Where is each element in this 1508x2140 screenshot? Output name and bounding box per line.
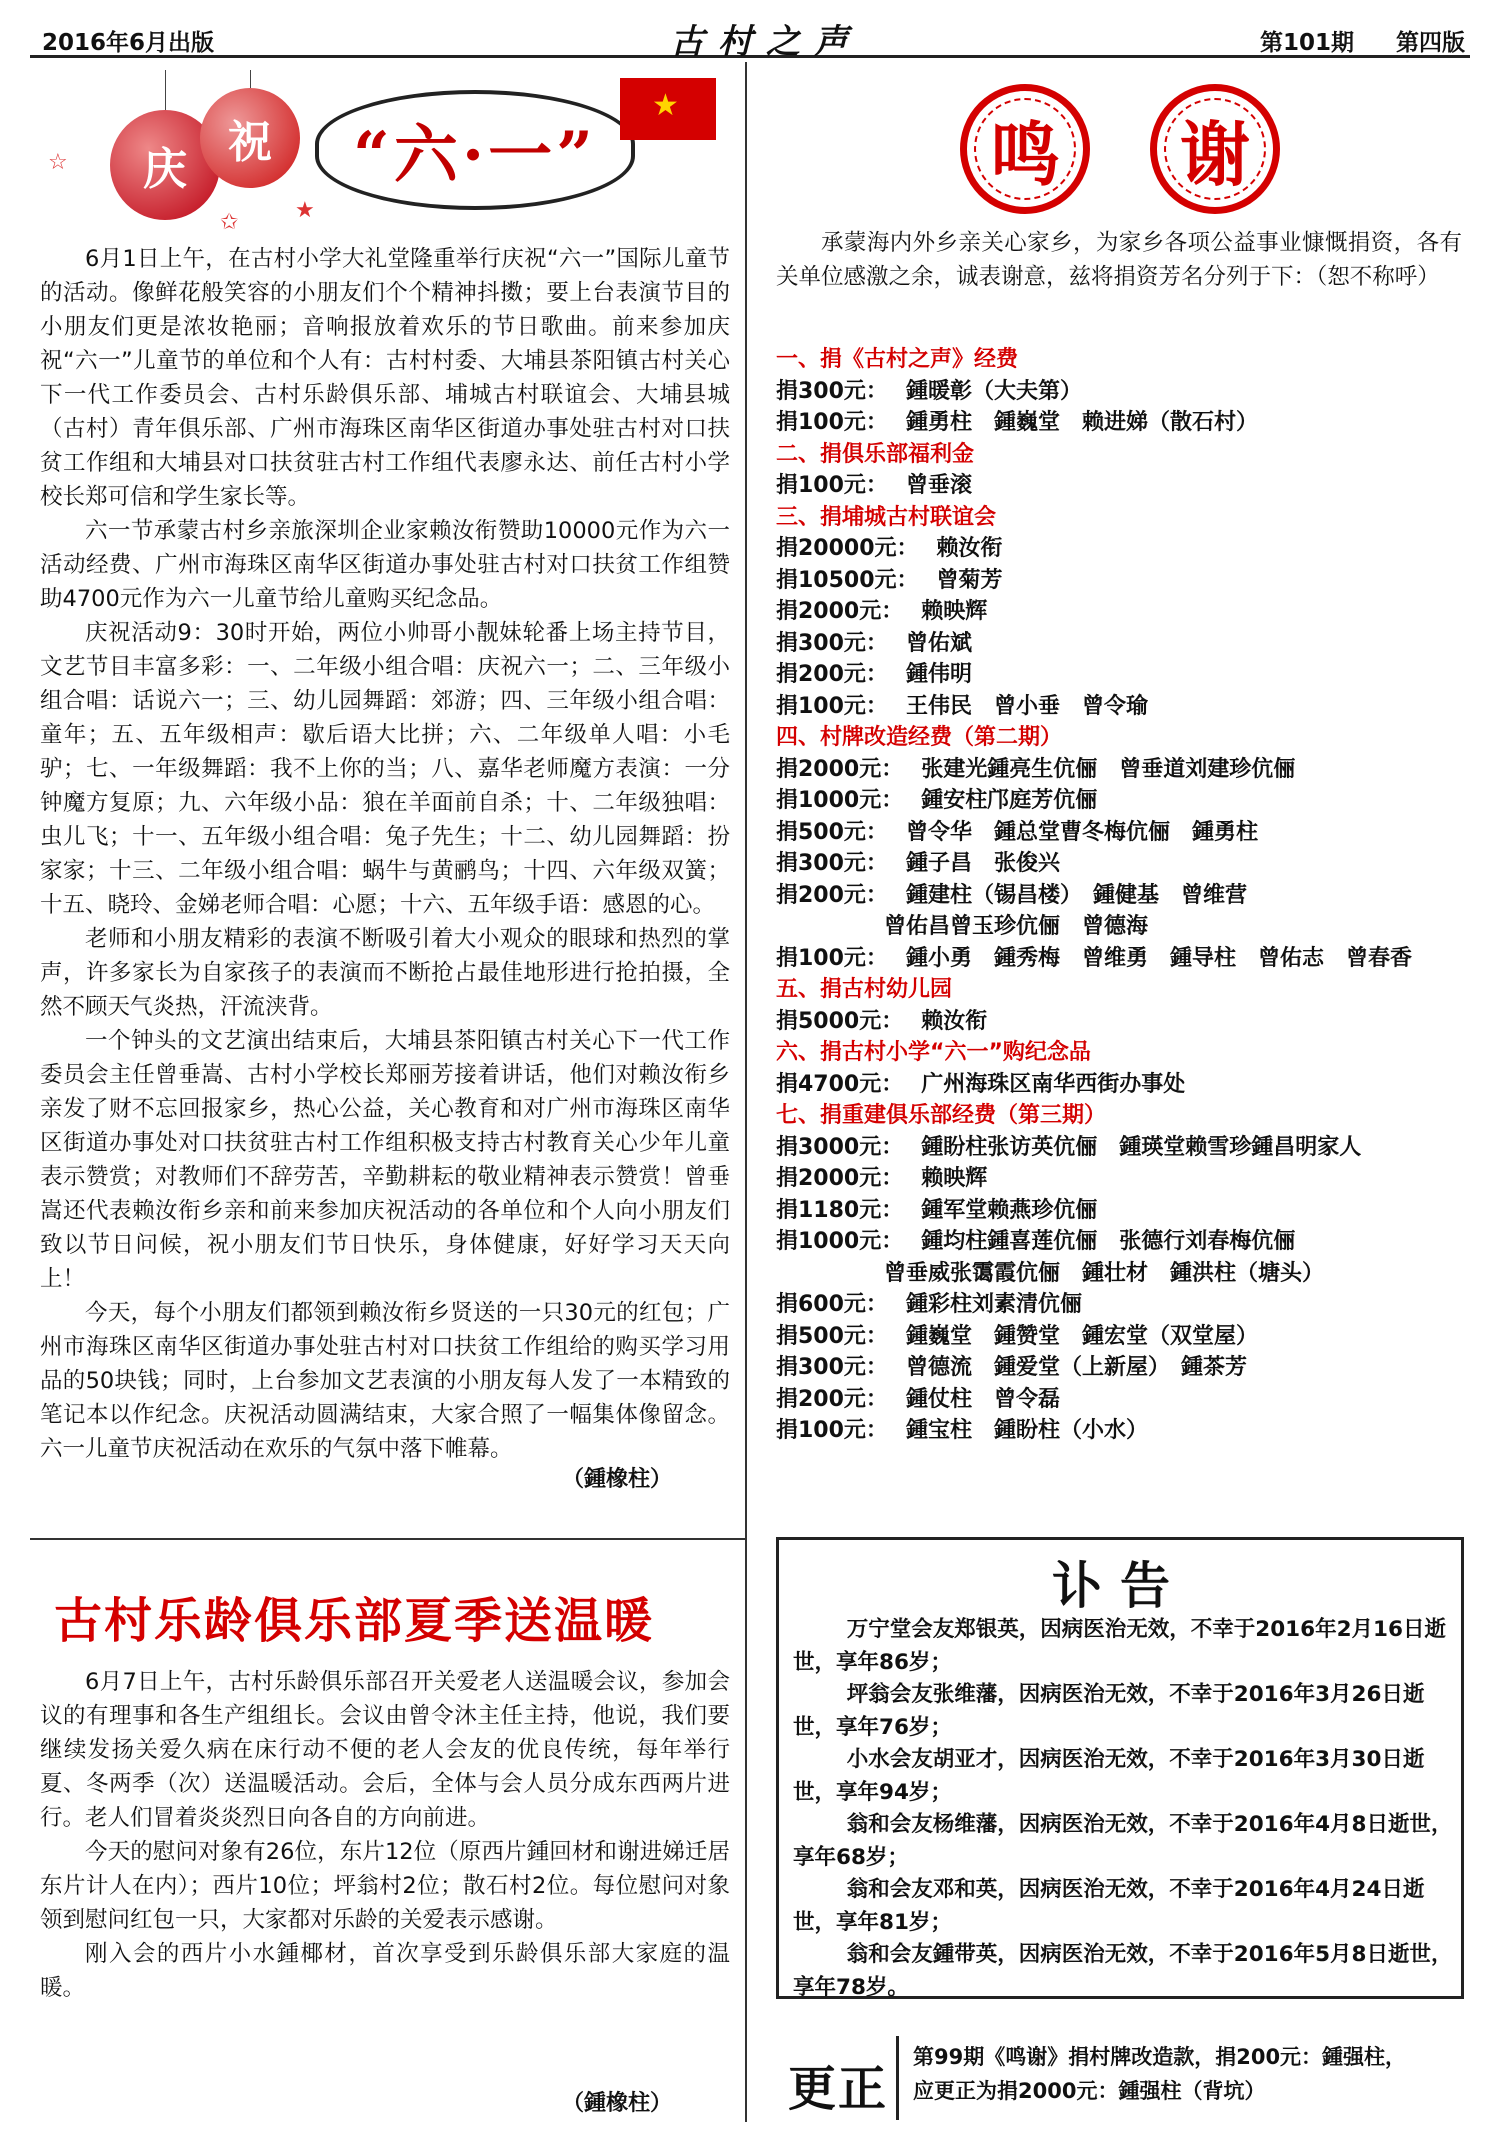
- donation-amount: 捐200元：: [776, 882, 888, 908]
- correction-notice: [776, 2034, 1464, 2126]
- donation-row: [776, 533, 1462, 565]
- donation-row: [776, 1132, 1462, 1164]
- donation-row: [776, 1258, 1462, 1290]
- donation-row: [776, 785, 1462, 817]
- donation-row: [776, 1352, 1462, 1384]
- donation-amount: 捐2000元：: [776, 756, 904, 782]
- donor-names: 曾垂滚: [905, 473, 972, 498]
- donor-names: 鍾巍堂 鍾赞堂 鍾宏堂（双堂屋）: [905, 1323, 1258, 1349]
- donation-row: [776, 911, 1462, 943]
- donation-amount: 捐3000元：: [776, 1134, 904, 1160]
- donor-names: 鍾均柱鍾喜莲伉俪 张德行刘春梅伉俪: [921, 1229, 1296, 1254]
- obituary-title: 讣告: [1052, 1556, 1188, 1615]
- donor-names: 赖汝衔: [921, 1008, 988, 1034]
- donation-row: [776, 691, 1462, 723]
- donation-row: [776, 1226, 1462, 1258]
- elderly-club-headline: 古村乐龄俱乐部夏季送温暖: [54, 1593, 655, 1649]
- thanks-intro: 承蒙海内外乡亲关心家乡，为家乡各项公益事业慷慨捐资，各有关单位感激之余，诚表谢意，兹将捐资芳名分列于下：（恕不称呼）: [776, 230, 1462, 290]
- donor-names: 张建光鍾亮生伉俪 曾垂道刘建珍伉俪: [921, 756, 1296, 782]
- donor-names: 鍾仗柱 曾令磊: [905, 1386, 1060, 1412]
- donor-names: 鍾勇柱 鍾巍堂 赖进娣（散石村）: [905, 410, 1258, 435]
- donor-names: 赖映辉: [921, 1166, 988, 1191]
- donation-row: [776, 470, 1462, 502]
- donation-amount: 捐20000元：: [776, 536, 919, 561]
- donation-amount: 捐5000元：: [776, 1008, 904, 1034]
- donation-amount: 捐200元：: [776, 662, 888, 687]
- publish-date: 2016年6月出版: [42, 30, 215, 56]
- donation-amount: 捐4700元：: [776, 1071, 904, 1097]
- donation-amount: 捐2000元：: [776, 1166, 904, 1191]
- donation-amount: 捐300元：: [776, 851, 888, 876]
- donation-row: [776, 848, 1462, 880]
- obituary-entries: [793, 1614, 1453, 2004]
- donor-names: 鍾安柱邝庭芳伉俪: [921, 788, 1098, 813]
- donor-names: 赖映辉: [921, 599, 988, 624]
- donation-amount: 捐200元：: [776, 1386, 888, 1412]
- obituary-entry: 万宁堂会友郑银英，因病医治无效，不幸于2016年2月16日逝世，享年86岁；: [793, 1617, 1446, 1675]
- donation-row: [776, 659, 1462, 691]
- obituary-box: [776, 1537, 1464, 1999]
- donation-amount: 捐10500元：: [776, 567, 919, 593]
- donation-amount: 捐500元：: [776, 1323, 888, 1349]
- donation-section-title: 六、捐古村小学“六一”购纪念品: [776, 1040, 1091, 1065]
- donation-section-title: 二、捐俱乐部福利金: [776, 441, 975, 467]
- donation-row: [776, 376, 1462, 408]
- donation-amount: 捐100元：: [776, 945, 888, 971]
- donation-section-title: 三、捐埔城古村联谊会: [776, 504, 997, 530]
- obituary-entry: 坪翁会友张维藩，因病医治无效，不幸于2016年3月26日逝世，享年76岁；: [793, 1682, 1425, 1740]
- obituary-entry: 翁和会友鍾带英，因病医治无效，不幸于2016年5月8日逝世，享年78岁。: [793, 1942, 1453, 2000]
- article1-signature: （鍾橡柱）: [562, 1467, 673, 1492]
- star-icon: ☆: [48, 150, 68, 175]
- correction-title: 更正: [788, 2061, 889, 2117]
- donation-amount: 捐600元：: [776, 1292, 888, 1317]
- issue-number: 第101期: [1260, 30, 1355, 56]
- donation-row: [776, 1006, 1462, 1038]
- donation-row: [776, 943, 1462, 975]
- donor-names: 广州海珠区南华西街办事处: [921, 1071, 1186, 1097]
- childrens-day-banner: [40, 70, 730, 240]
- donor-names: 鍾盼柱张访英伉俪 鍾瑛堂赖雪珍鍾昌明家人: [921, 1134, 1362, 1160]
- donation-amount: 捐1000元：: [776, 788, 904, 813]
- donation-row: [776, 880, 1462, 912]
- donor-names: 鍾彩柱刘素清伉俪: [905, 1292, 1082, 1317]
- donor-names: 鍾建柱（锡昌楼） 鍾健基 曾维营: [905, 882, 1247, 908]
- donation-amount: 捐100元：: [776, 473, 888, 498]
- star-icon: ★: [295, 198, 315, 223]
- childrens-day-article: [40, 242, 730, 1466]
- donation-amount: 捐1000元：: [776, 1229, 904, 1254]
- donation-row: [776, 1415, 1462, 1447]
- donation-list: [776, 344, 1462, 1447]
- donor-names: 鍾宝柱 鍾盼柱（小水）: [905, 1418, 1148, 1443]
- obituary-entry: 翁和会友杨维藩，因病医治无效，不幸于2016年4月8日逝世，享年68岁；: [793, 1812, 1453, 1870]
- donor-names: 鍾小勇 鍾秀梅 曾维勇 鍾导柱 曾佑志 曾春香: [905, 945, 1412, 971]
- donor-names: 赖汝衔: [936, 536, 1003, 561]
- donation-row: [776, 628, 1462, 660]
- donor-names: 曾佑斌: [905, 630, 972, 656]
- donor-names: 王伟民 曾小垂 曾令瑜: [905, 693, 1148, 719]
- donation-row: [776, 565, 1462, 597]
- paragraph: 一个钟头的文艺演出结束后，大埔县茶阳镇古村关心下一代工作委员会主任曾垂嵩、古村小学校长郑丽芳接着讲话，他们对赖汝衔乡亲发了财不忘回报家乡，热心公益，关心教育和对广州市海珠区南华区街道办事处对口扶贫驻古村工作组积极支持古村教育关心少年儿童表示赞赏；对教师们不辞劳苦，辛勤耕耘的敬业精神表示赞赏！曾垂嵩还代表赖汝衔乡亲和前来参加庆祝活动的各单位和个人向小朋友们致以节日问候，祝小朋友们节日快乐，身体健康，好好学习天天向上！: [40, 1028, 730, 1292]
- donor-names: 鍾子昌 张俊兴: [905, 851, 1060, 876]
- donor-names: 鍾暖彰（大夫第）: [905, 378, 1082, 404]
- donor-names: 鍾伟明: [905, 662, 972, 687]
- stamp-seal: 谢: [1150, 84, 1280, 214]
- obituary-entry: 翁和会友邓和英，因病医治无效，不幸于2016年4月24日逝世，享年81岁；: [793, 1877, 1425, 1935]
- donation-row: [776, 1195, 1462, 1227]
- donation-row: [776, 1289, 1462, 1321]
- donor-names: 鍾军堂赖燕珍伉俪: [921, 1197, 1098, 1223]
- column-divider: [745, 62, 747, 2122]
- donation-row: [776, 596, 1462, 628]
- star-icon: ✩: [220, 210, 239, 235]
- donation-amount: 捐100元：: [776, 693, 888, 719]
- donation-amount: 捐100元：: [776, 410, 888, 435]
- page-number: 第四版: [1396, 30, 1465, 56]
- paragraph: 今天的慰问对象有26位，东片12位（原西片鍾回材和谢进娣迁居东片计人在内）；西片10位；坪翁村2位；散石村2位。每位慰问对象领到慰问红包一只，大家都对乐龄的关爱表示感谢。: [40, 1839, 730, 1933]
- correction-text: 第99期《鸣谢》捐村牌改造款，捐200元：鍾强柱， 应更正为捐2000元：鍾强柱（背坑）: [896, 2036, 1462, 2120]
- donation-row: [776, 1069, 1462, 1101]
- donation-amount: 捐300元：: [776, 1355, 888, 1380]
- paragraph: 今天，每个小朋友们都领到赖汝衔乡贤送的一只30元的红包；广州市海珠区南华区街道办事处驻古村对口扶贫工作组给的购买学习用品的50块钱；同时，上台参加文艺表演的小朋友每人发了一本精致的笔记本以作纪念。庆祝活动圆满结束，大家合照了一幅集体像留念。六一儿童节庆祝活动在欢乐的气氛中落下帷幕。: [40, 1300, 730, 1462]
- donation-section-title: 五、捐古村幼儿园: [776, 977, 953, 1002]
- donor-names: 曾佑昌曾玉珍伉俪 曾德海: [884, 914, 1149, 939]
- donation-amount: 捐1180元：: [776, 1197, 904, 1223]
- donation-amount: 捐300元：: [776, 378, 888, 404]
- donation-section-title: 四、村牌改造经费（第二期）: [776, 725, 1063, 750]
- donation-amount: 捐300元：: [776, 630, 888, 656]
- bauble-ornament: 庆: [110, 110, 220, 220]
- donation-row: [776, 1321, 1462, 1353]
- elderly-club-article: [40, 1665, 730, 2005]
- paragraph: 6月1日上午，在古村小学大礼堂隆重举行庆祝“六一”国际儿童节的活动。像鲜花般笑容的小朋友们个个精神抖擞；要上台表演节目的小朋友们更是浓妆艳丽；音响报放着欢乐的节日歌曲。前来参加庆祝“六一”儿童节的单位和个人有：古村村委、大埔县茶阳镇古村关心下一代工作委员会、古村乐龄俱乐部、埔城古村联谊会、大埔县城（古村）青年俱乐部、广州市海珠区南华区街道办事处驻古村对口扶贫工作组和大埔县对口扶贫驻古村工作组代表廖永达、前任古村小学校长郑可信和学生家长等。: [40, 246, 730, 510]
- donation-amount: 捐2000元：: [776, 599, 904, 624]
- paragraph: 庆祝活动9：30时开始，两位小帅哥小靓妹轮番上场主持节目，文艺节目丰富多彩：一、二年级小组合唱：庆祝六一；二、三年级小组合唱：话说六一；三、幼儿园舞蹈：郊游；四、三年级小组合唱：童年；五、五年级相声：歇后语大比拼；六、二年级单人唱：小毛驴；七、一年级舞蹈：我不上你的当；八、嘉华老师魔方表演：一分钟魔方复原；九、六年级小品：狼在羊面前自杀；十、二年级独唱：虫儿飞；十一、五年级小组合唱：兔子先生；十二、幼儿园舞蹈：扮家家；十三、二年级小组合唱：蜗牛与黄鹂鸟；十四、六年级双簧；十五、晓玲、金娣老师合唱：心愿；十六、五年级手语：感恩的心。: [40, 620, 730, 918]
- star-icon: ★: [652, 88, 679, 123]
- donation-section-title: 七、捐重建俱乐部经费（第三期）: [776, 1103, 1107, 1128]
- stamp-seal: 鸣: [960, 84, 1090, 214]
- bauble-ornament: 祝: [200, 88, 300, 188]
- donation-amount: 捐100元：: [776, 1418, 888, 1443]
- donor-names: 曾菊芳: [936, 567, 1003, 593]
- article-divider: [30, 1538, 745, 1540]
- paragraph: 6月7日上午，古村乐龄俱乐部召开关爱老人送温暖会议，参加会议的有理事和各生产组组长。会议由曾令沐主任主持，他说，我们要继续发扬关爱久病在床行动不便的老人会友的优良传统，每年举行夏、冬两季（次）送温暖活动。会后，全体与会人员分成东西两片进行。老人们冒着炎炎烈日向各自的方向前进。: [40, 1669, 730, 1831]
- donation-amount: 捐500元：: [776, 819, 888, 845]
- bauble-string: [165, 70, 166, 110]
- donor-names: 曾德流 鍾爱堂（上新屋） 鍾茶芳: [905, 1355, 1247, 1380]
- article2-signature: （鍾橡柱）: [562, 2091, 673, 2116]
- liuyi-banner: “六·一”: [315, 90, 635, 210]
- page-header: [30, 14, 1470, 62]
- paragraph: 老师和小朋友精彩的表演不断吸引着大小观众的眼球和热烈的掌声，许多家长为自家孩子的表演而不断抢占最佳地形进行抢拍摄，全然不顾天气炎热，汗流浃背。: [40, 926, 730, 1020]
- donation-row: [776, 754, 1462, 786]
- donor-names: 曾垂威张霭霞伉俪 鍾壮材 鍾洪柱（塘头）: [884, 1260, 1325, 1286]
- donation-section-title: 一、捐《古村之声》经费: [776, 347, 1019, 372]
- paragraph: 六一节承蒙古村乡亲旅深圳企业家赖汝衔赞助10000元作为六一活动经费、广州市海珠区南华区街道办事处驻古村对口扶贫工作组赞助4700元作为六一儿童节给儿童购买纪念品。: [40, 518, 730, 612]
- donation-row: [776, 1163, 1462, 1195]
- donation-row: [776, 1384, 1462, 1416]
- bauble-string: [250, 70, 251, 88]
- donation-row: [776, 407, 1462, 439]
- red-flag-icon: [620, 78, 716, 140]
- donor-names: 曾令华 鍾总堂曹冬梅伉俪 鍾勇柱: [905, 819, 1258, 845]
- obituary-entry: 小水会友胡亚才，因病医治无效，不幸于2016年3月30日逝世，享年94岁；: [793, 1747, 1425, 1805]
- paragraph: 刚入会的西片小水鍾椰材，首次享受到乐龄俱乐部大家庭的温暖。: [40, 1941, 730, 2001]
- masthead: 古村之声: [670, 22, 862, 62]
- donation-row: [776, 817, 1462, 849]
